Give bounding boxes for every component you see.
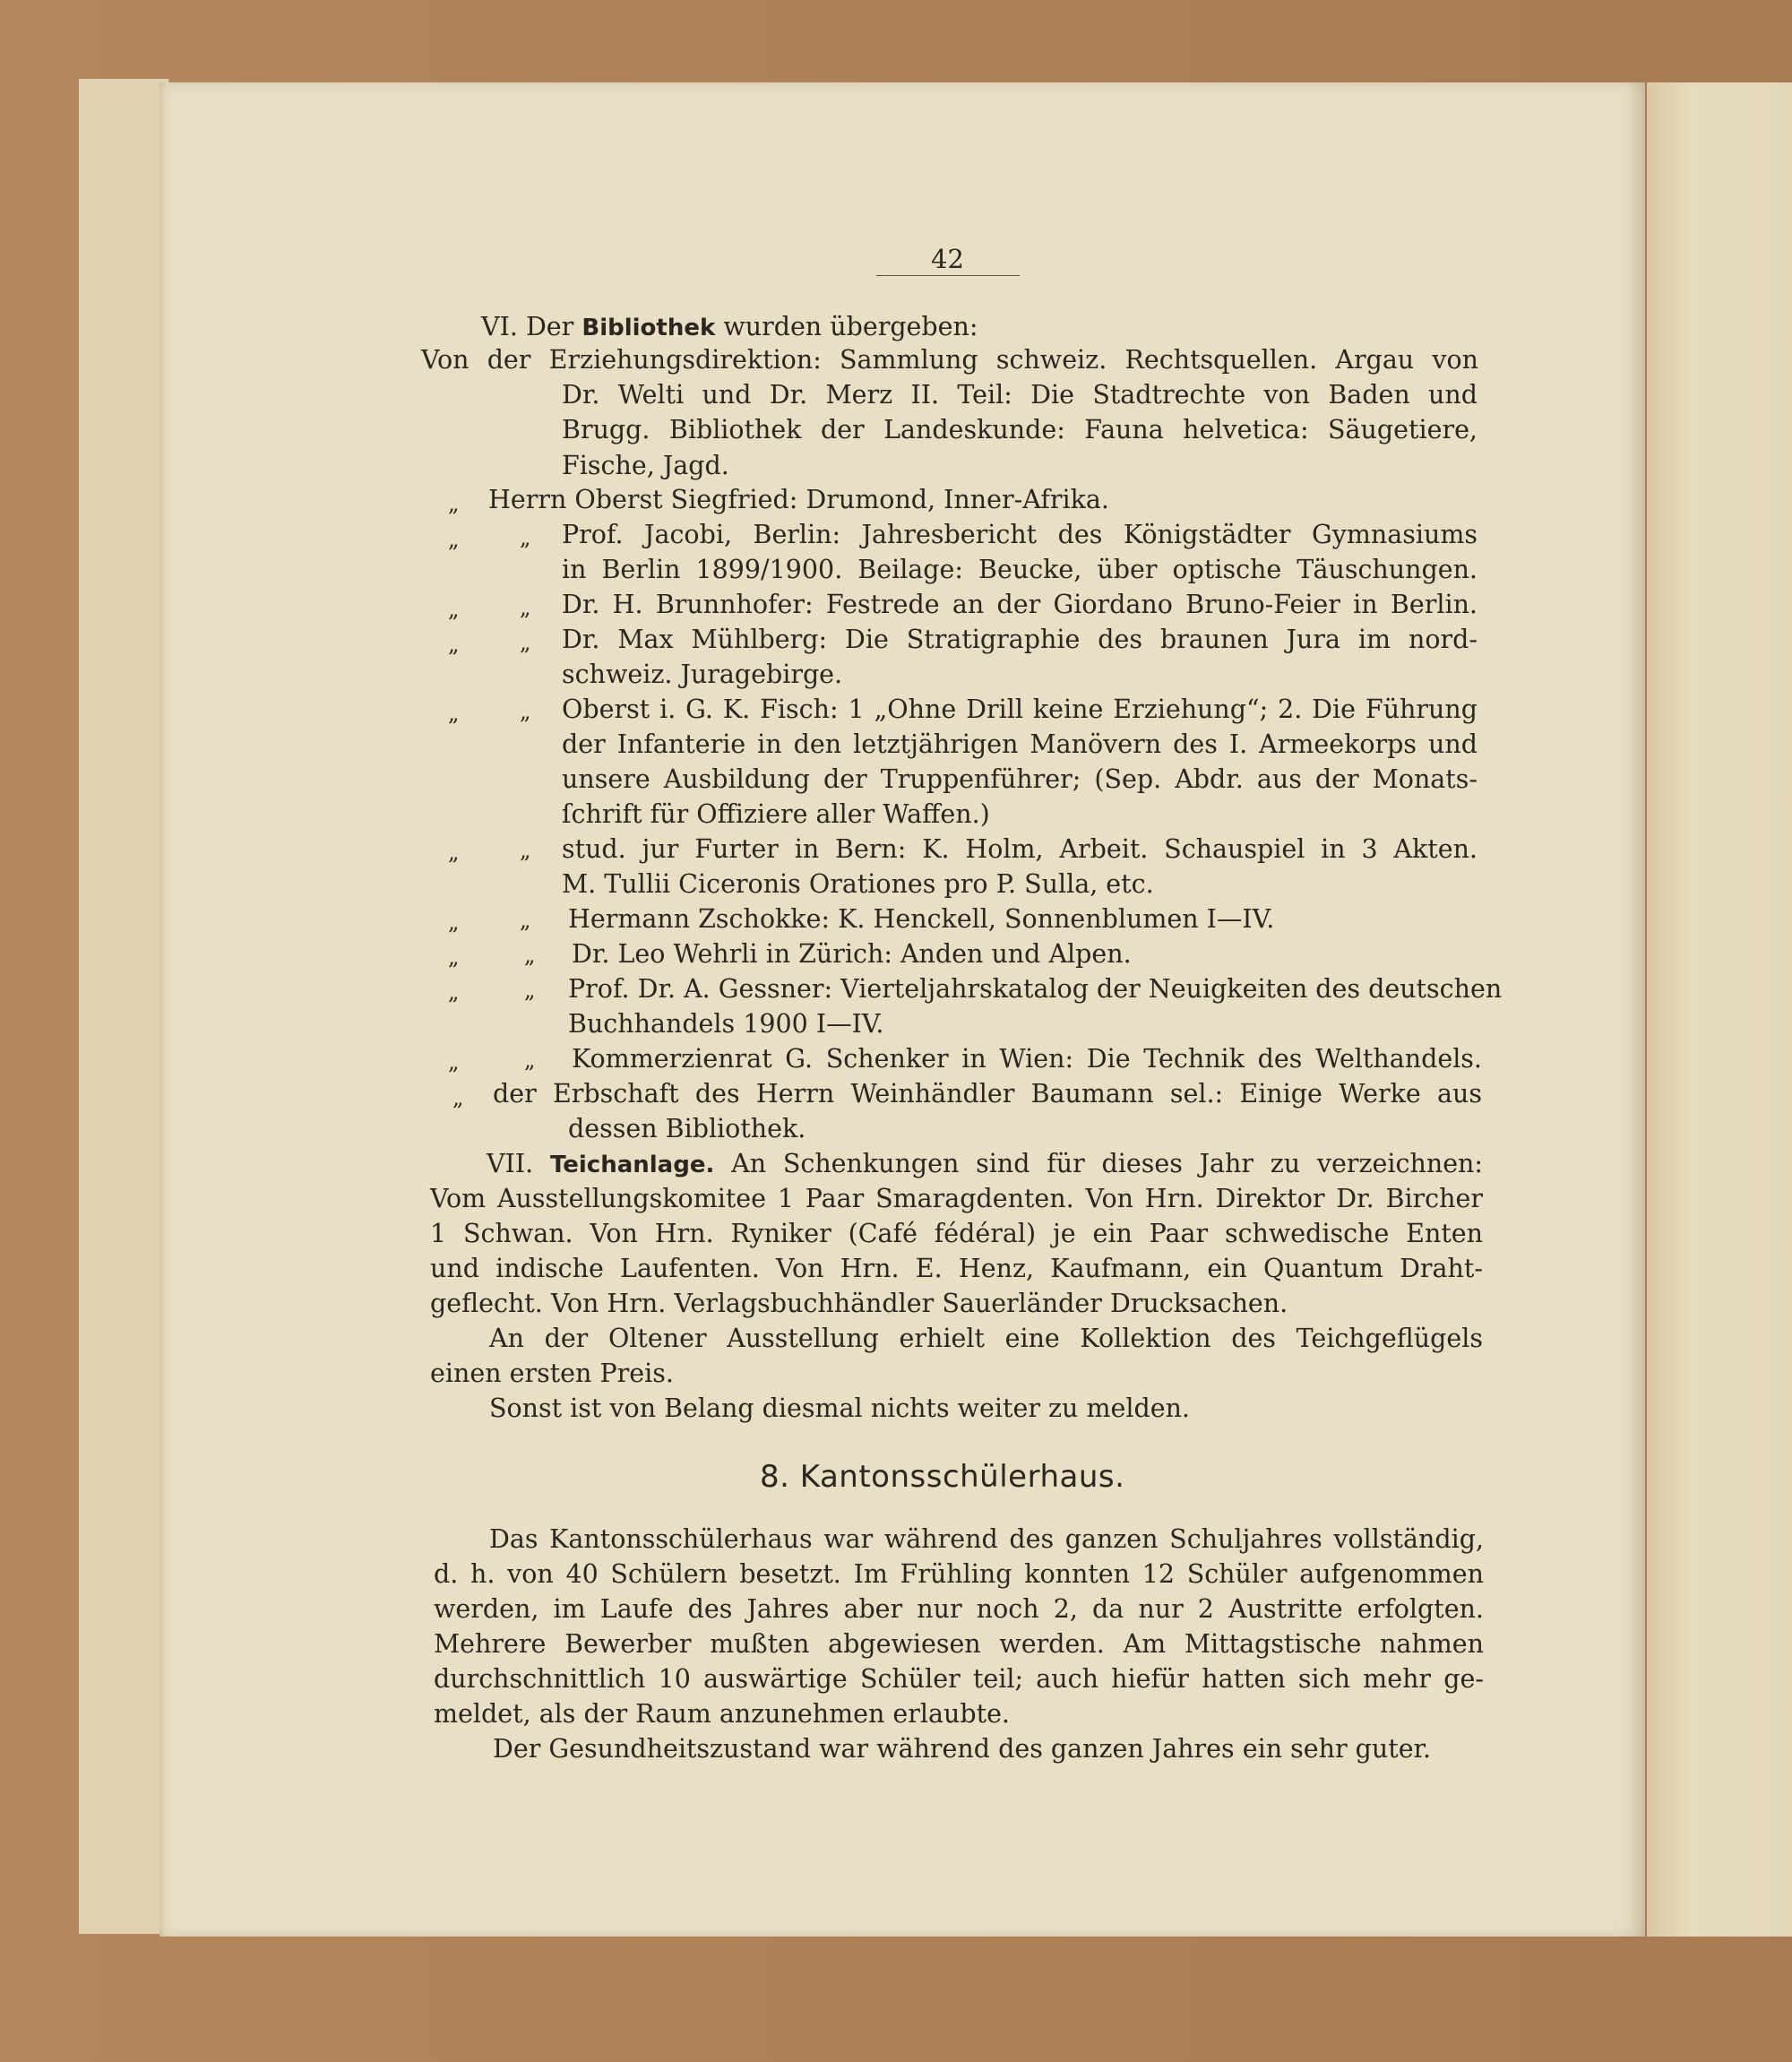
ditto-mark: „: [524, 1048, 536, 1073]
text-line: Prof. Dr. A. Gessner: Vierteljahrskatalog der Neuigkeiten des deutschen: [568, 974, 1503, 1004]
text-line: Sonst ist von Belang diesmal nichts weiter zu melden.: [489, 1393, 1190, 1423]
text-line: werden, im Laufe des Jahres aber nur noch 2, da nur 2 Austritte erfolgten.: [434, 1594, 1484, 1624]
ditto-mark: „: [520, 908, 531, 933]
text-line: einen ersten Preis.: [430, 1359, 674, 1388]
text-line: Herrn Oberst Siegfried: Drumond, Inner-Afrika.: [488, 485, 1109, 514]
text-line: durchschnittlich 10 auswärtige Schüler teil; auch hiefür hatten sich mehr ge-: [434, 1664, 1484, 1694]
ditto-mark: „: [448, 1049, 460, 1074]
ditto-mark: „: [448, 597, 460, 622]
ditto-mark: „: [448, 979, 460, 1005]
ditto-mark: „: [520, 838, 531, 863]
ditto-mark: „: [448, 945, 460, 970]
text-line: geflecht. Von Hrn. Verlagsbuchhändler Sauerländer Drucksachen.: [430, 1289, 1288, 1318]
section-8-heading: 8. Kantonsschülerhaus.: [760, 1459, 1125, 1495]
ditto-mark: „: [448, 701, 460, 726]
ditto-mark: „: [520, 699, 531, 724]
text-line: ſchrift für Offiziere aller Waffen.): [562, 799, 990, 829]
text-line: An der Oltener Ausstellung erhielt eine Kollektion des Teichgeflügels: [489, 1324, 1483, 1353]
text-line: der Infanterie in den letztjährigen Manövern des I. Armeekorps und: [562, 729, 1478, 759]
section-6-title: Bibliothek: [582, 315, 716, 341]
text-line: Von der Erziehungsdirektion: Sammlung schweiz. Rechtsquellen. Argau von: [421, 345, 1478, 375]
ditto-mark: „: [448, 632, 460, 657]
text-line: unsere Ausbildung der Truppenführer; (Sep. Abdr. aus der Monats-: [562, 764, 1478, 794]
text-line: Mehrere Bewerber mußten abgewiesen werden. Am Mittagstische nahmen: [434, 1629, 1484, 1659]
ditto-mark: „: [524, 978, 536, 1003]
text-line: Dr. Welti und Dr. Merz II. Teil: Die Stadtrechte von Baden und: [562, 380, 1478, 410]
ditto-mark: „: [448, 491, 460, 516]
text-line: Das Kantonsschülerhaus war während des ganzen Schuljahres vollständig,: [489, 1524, 1484, 1554]
ditto-mark: „: [448, 527, 460, 552]
text-line: d. h. von 40 Schülern besetzt. Im Frühling konnten 12 Schüler aufgenommen: [434, 1559, 1484, 1589]
page-number: 42: [931, 244, 964, 274]
text-line: M. Tullii Ciceronis Orationes pro P. Sulla, etc.: [562, 869, 1154, 899]
text-line: meldet, als der Raum anzunehmen erlaubte.: [434, 1699, 1010, 1729]
ditto-mark: „: [520, 595, 531, 620]
text-line: in Berlin 1899/1900. Beilage: Beucke, über optische Täuschungen.: [562, 555, 1478, 584]
text-line: Fische, Jagd.: [562, 451, 729, 480]
text-line: stud. jur Furter in Bern: K. Holm, Arbeit. Schauspiel in 3 Akten.: [562, 834, 1478, 864]
section-6-heading: VI. Der Bibliothek wurden übergeben:: [481, 312, 978, 341]
text-line: 1 Schwan. Von Hrn. Ryniker (Café fédéral) je ein Paar schwedische Enten: [430, 1219, 1483, 1248]
text-line: dessen Bibliothek.: [568, 1114, 806, 1143]
ditto-mark: „: [448, 910, 460, 935]
text-line: Buchhandels 1900 I—IV.: [568, 1009, 884, 1039]
text-line: Kommerzienrat G. Schenker in Wien: Die Technik des Welthandels.: [572, 1044, 1482, 1074]
text-line: Prof. Jacobi, Berlin: Jahresbericht des Königstädter Gymnasiums: [562, 520, 1478, 549]
header-rule: [876, 275, 1020, 276]
section-7-title: Teichanlage.: [549, 1152, 715, 1178]
ditto-mark: „: [520, 525, 531, 550]
text-line: Der Gesundheitszustand war während des ganzen Jahres ein sehr guter.: [493, 1734, 1432, 1764]
ditto-mark: „: [520, 630, 531, 655]
text-line: Vom Ausstellungskomitee 1 Paar Smaragdenten. Von Hrn. Direktor Dr. Bircher: [430, 1184, 1483, 1213]
text-line: Brugg. Bibliothek der Landeskunde: Fauna helvetica: Säugetiere,: [562, 415, 1478, 444]
text-line: Hermann Zschokke: K. Henckell, Sonnenblumen I—IV.: [568, 904, 1275, 934]
next-page-edge: [1647, 82, 1792, 1937]
ditto-mark: „: [524, 943, 536, 968]
text-line: der Erbschaft des Herrn Weinhändler Baumann sel.: Einige Werke aus: [493, 1079, 1482, 1109]
text-line: Oberst i. G. K. Fisch: 1 „Ohne Drill keine Erziehung“; 2. Die Führung: [562, 695, 1478, 724]
text-line: Dr. H. Brunnhofer: Festrede an der Giordano Bruno-Feier in Berlin.: [562, 590, 1478, 619]
text-line: Dr. Max Mühlberg: Die Stratigraphie des braunen Jura im nord-: [562, 625, 1478, 654]
text-line: Dr. Leo Wehrli in Zürich: Anden und Alpen.: [572, 939, 1132, 969]
text-line: schweiz. Juragebirge.: [562, 660, 843, 689]
section-7-heading: VII. Teichanlage. An Schenkungen sind für dieses Jahr zu verzeichnen:: [487, 1149, 1484, 1178]
text-line: und indische Laufenten. Von Hrn. E. Henz, Kaufmann, ein Quantum Draht-: [430, 1254, 1483, 1283]
ditto-mark: „: [448, 840, 460, 865]
ditto-mark: „: [452, 1085, 464, 1110]
page-edges: [79, 79, 168, 1934]
